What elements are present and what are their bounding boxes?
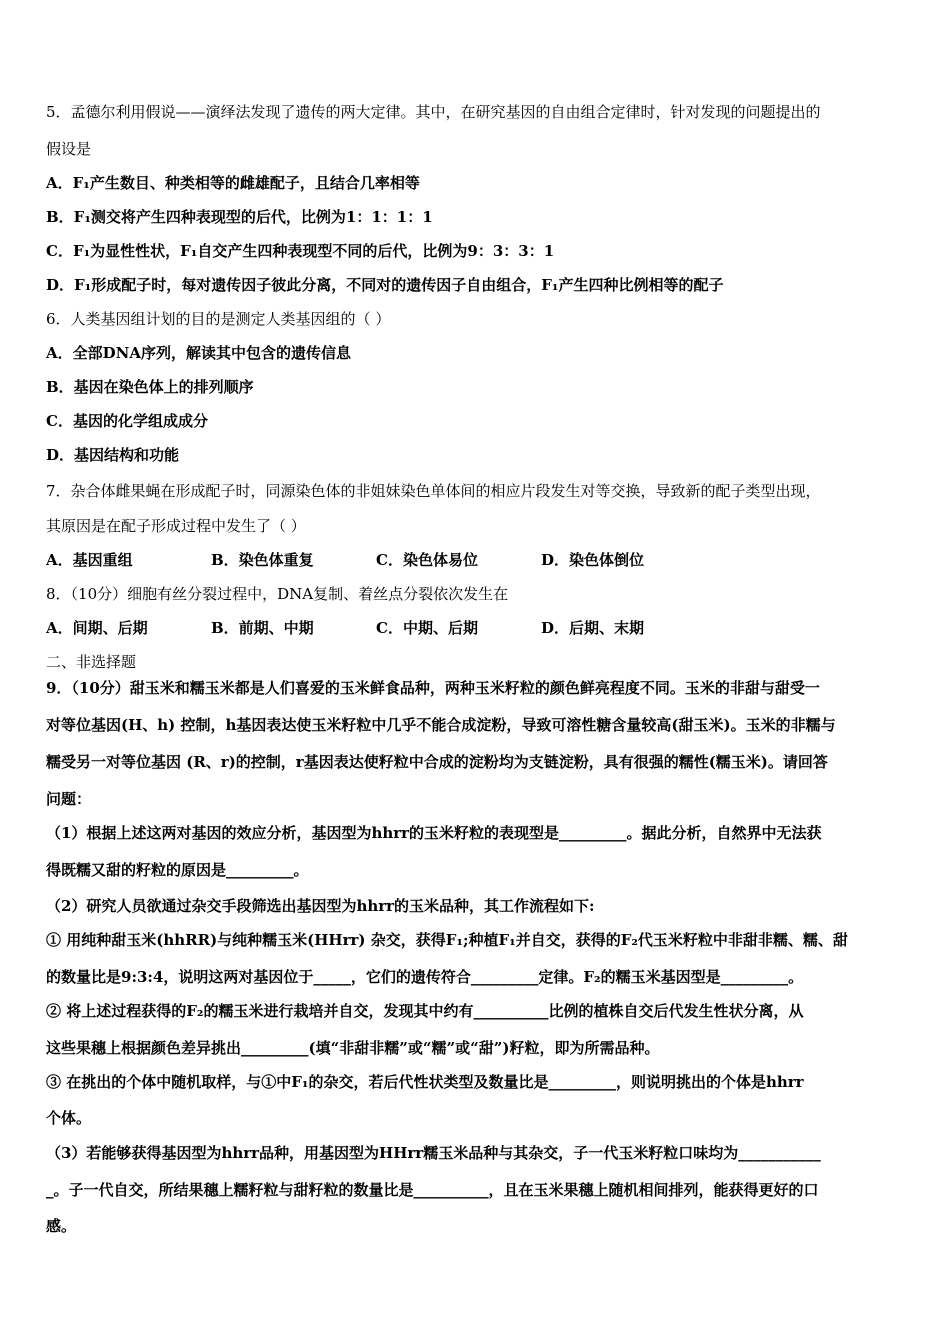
q9-step2-line2: 这些果穗上根据颜色差异挑出_________(填“非甜非糯”或“糯”或“甜”)籽粒，即为所需品种。 [46, 1039, 660, 1057]
q7-stem-line2: 其原因是在配子形成过程中发生了（ ） [46, 517, 306, 535]
q7-stem-line1: 7．杂合体雌果蝇在形成配子时，同源染色体的非姐妹染色单体间的相应片段发生对等交换，导致新的配子类型出现， [46, 482, 821, 500]
q9-part3-line2: _。子一代自交，所结果穗上糯籽粒与甜籽粒的数量比是__________，且在玉米果穗上随机相间排列，能获得更好的口 [46, 1181, 819, 1199]
q8-option-c: C．中期、后期 [376, 619, 478, 637]
q5-option-a: A．F₁产生数目、种类相等的雌雄配子，且结合几率相等 [46, 174, 420, 192]
q7-option-a: A．基因重组 [46, 551, 133, 569]
q7-options [46, 550, 908, 570]
q9-stem-line3: 糯受另一对等位基因 (R、r)的控制，r基因表达使籽粒中合成的淀粉均为支链淀粉，具有很强的糯性(糯玉米)。请回答 [46, 753, 828, 771]
q6-option-d: D．基因结构和功能 [46, 446, 180, 464]
q7-option-d: D．染色体倒位 [541, 551, 645, 569]
q8-options [46, 618, 908, 638]
q9-part3-line1: （3）若能够获得基因型为hhrr品种，用基因型为HHrr糯玉米品种与其杂交，子一代玉米籽粒口味均为___________ [46, 1144, 821, 1162]
q5-stem-line1: 5．孟德尔利用假说——演绎法发现了遗传的两大定律。其中，在研究基因的自由组合定律时，针对发现的问题提出的 [46, 103, 821, 121]
q6-option-c: C．基因的化学组成成分 [46, 412, 208, 430]
q8-option-d: D．后期、末期 [541, 619, 645, 637]
q5-option-c: C．F₁为显性性状，F₁自交产生四种表现型不同的后代，比例为9：3：3：1 [46, 242, 555, 260]
q9-part1-line1: （1）根据上述这两对基因的效应分析，基因型为hhrr的玉米籽粒的表现型是_________。据此分析，自然界中无法获 [46, 824, 822, 842]
q8-option-b: B．前期、中期 [211, 619, 314, 637]
q9-step2-line1: ② 将上述过程获得的F₂的糯玉米进行栽培并自交，发现其中约有__________比例的植株自交后代发生性状分离，从 [46, 1002, 804, 1020]
q9-part1-line2: 得既糯又甜的籽粒的原因是_________。 [46, 861, 309, 879]
q6-stem: 6．人类基因组计划的目的是测定人类基因组的（ ） [46, 310, 391, 328]
q9-step1-line2: 的数量比是9:3:4，说明这两对基因位于_____，它们的遗传符合_________定律。F₂的糯玉米基因型是_________。 [46, 968, 804, 986]
q9-part3-line3: 感。 [46, 1217, 77, 1235]
q7-option-b: B．染色体重复 [211, 551, 314, 569]
q9-stem-line1: 9．（10分）甜玉米和糯玉米都是人们喜爱的玉米鲜食品种，两种玉米籽粒的颜色鲜亮程度不同。玉米的非甜与甜受一 [46, 679, 820, 697]
q9-step3-line2: 个体。 [46, 1109, 92, 1127]
q9-step1-line1: ① 用纯种甜玉米(hhRR)与纯种糯玉米(HHrr) 杂交，获得F₁;种植F₁并自交，获得的F₂代玉米籽粒中非甜非糯、糯、甜 [46, 931, 848, 949]
q9-part2-heading: （2）研究人员欲通过杂交手段筛选出基因型为hhrr的玉米品种，其工作流程如下: [46, 897, 595, 915]
section-heading: 二、非选择题 [46, 653, 137, 671]
q8-stem: 8．（10分）细胞有丝分裂过程中，DNA复制、着丝点分裂依次发生在 [46, 585, 509, 603]
q9-stem-line4: 问题： [46, 790, 92, 808]
q6-option-b: B．基因在染色体上的排列顺序 [46, 378, 254, 396]
q9-step3-line1: ③ 在挑出的个体中随机取样，与①中F₁的杂交，若后代性状类型及数量比是_________，则说明挑出的个体是hhrr [46, 1073, 804, 1091]
q5-option-b: B．F₁测交将产生四种表现型的后代，比例为1：1：1：1 [46, 208, 433, 226]
q7-option-c: C．染色体易位 [376, 551, 478, 569]
q8-option-a: A．间期、后期 [46, 619, 148, 637]
q5-stem-line2: 假设是 [46, 140, 92, 158]
q9-stem-line2: 对等位基因(H、h) 控制，h基因表达使玉米籽粒中几乎不能合成淀粉，导致可溶性糖含量较高(甜玉米)。玉米的非糯与 [46, 716, 836, 734]
q6-option-a: A．全部DNA序列，解读其中包含的遗传信息 [46, 344, 351, 362]
q5-option-d: D．F₁形成配子时，每对遗传因子彼此分离，不同对的遗传因子自由组合，F₁产生四种比例相等的配子 [46, 276, 724, 294]
